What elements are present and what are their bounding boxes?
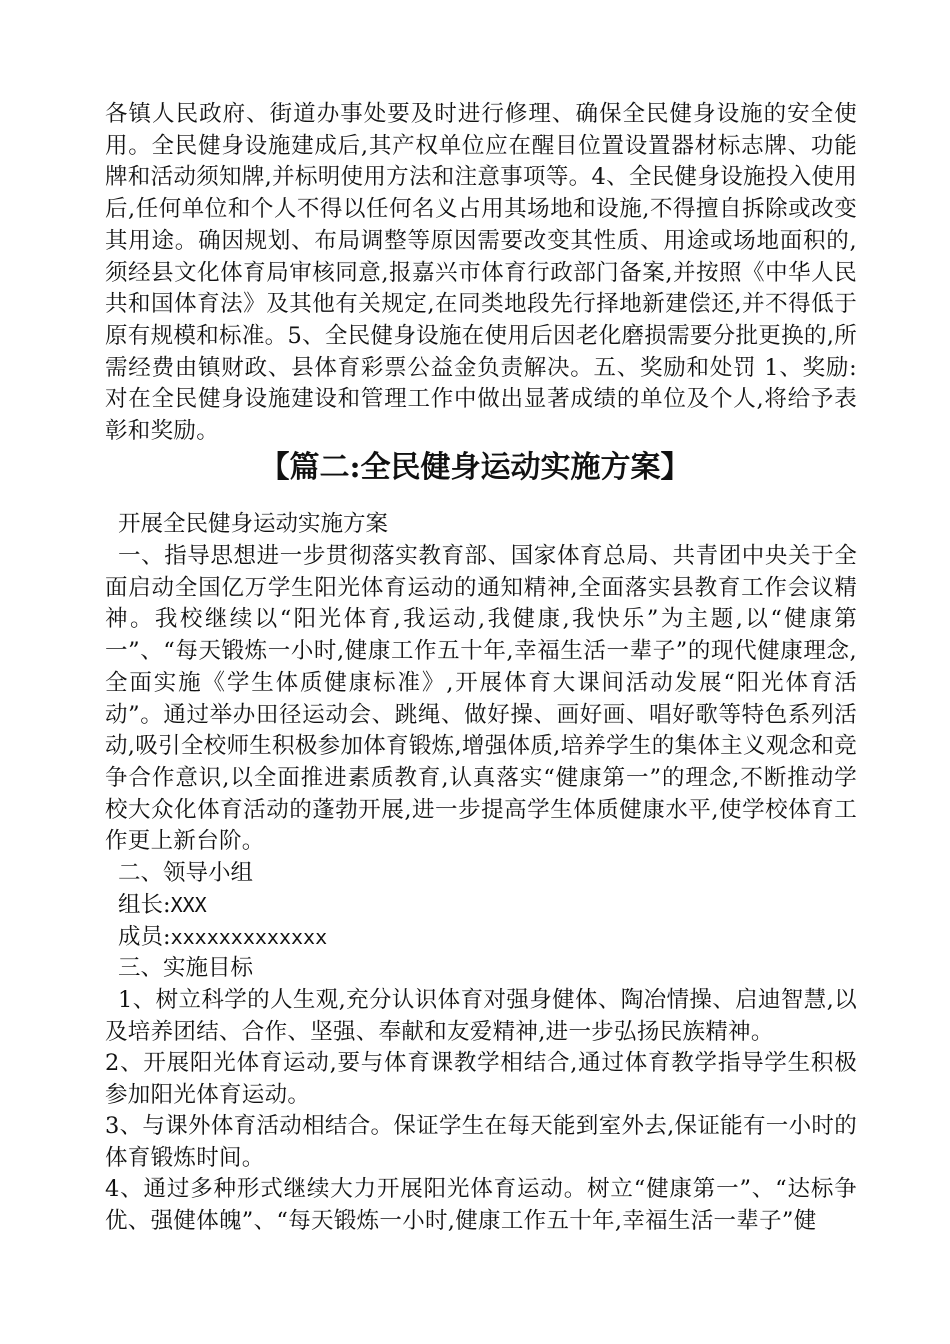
members-value: xxxxxxxxxxxxx [170, 925, 328, 949]
section1-body: 各镇人民政府、街道办事处要及时进行修理、确保全民健身设施的安全使用。全民健身设施建成后,其产权单位应在醒目位置设置器材标志牌、功能牌和活动须知牌,并标明使用方法和注意事项等。4、全民健身设施投入使用后,任何单位和个人不得以任何名义占用其场地和设施,不得擅自拆除或改变其用途。确因规划、布局调整等原因需要改变其性质、用途或场地面积的,须经县文化体育局审核同意,报嘉兴市体育行政部门备案,并按照《中华人民共和国体育法》及其他有关规定,在同类地段先行择地新建偿还,并不得低于原有规模和标准。5、全民健身设施在使用后因老化磨损需要分批更换的,所需经费由镇财政、县体育彩票公益金负责解决。五、奖励和处罚 1、奖励:对在全民健身设施建设和管理工作中做出显著成绩的单位及个人,将给予表彰和奖励。 [105, 101, 857, 445]
plan-subtitle: 开展全民健身运动实施方案 [118, 511, 389, 537]
goal-item-1: 1、树立科学的人生观,充分认识体育对强身健体、陶冶情操、启迪智慧,以及培养团结、合作、坚强、奉献和友爱精神,进一步弘扬民族精神。 [105, 987, 857, 1045]
section2-heading: 【篇二:全民健身运动实施方案】 [259, 450, 691, 485]
goals-title: 三、实施目标 [118, 955, 254, 981]
goal-item-3: 3、与课外体育活动相结合。保证学生在每天能到室外去,保证能有一小时的体育锻炼时间。 [105, 1113, 857, 1171]
leader-label: 组长: [118, 892, 171, 918]
members-label: 成员: [118, 924, 171, 950]
leader-row [118, 890, 207, 922]
goal-item-4: 4、通过多种形式继续大力开展阳光体育运动。树立“健康第一”、“达标争优、强健体魄”、“每天锻炼一小时,健康工作五十年,幸福生活一辈子”健 [105, 1176, 857, 1234]
members-row [118, 922, 327, 954]
leadership-title: 二、领导小组 [118, 860, 254, 886]
guiding-ideology: 一、指导思想进一步贯彻落实教育部、国家体育总局、共青团中央关于全面启动全国亿万学生阳光体育运动的通知精神,全面落实县教育工作会议精神。我校继续以“阳光体育,我运动,我健康,我快乐”为主题,以“健康第一”、“每天锻炼一小时,健康工作五十年,幸福生活一辈子”的现代健康理念,全面实施《学生体质健康标准》,开展体育大课间活动发展“阳光体育活动”。通过举办田径运动会、跳绳、做好操、画好画、唱好歌等特色系列活动,吸引全校师生积极参加体育锻炼,增强体质,培养学生的集体主义观念和竞争合作意识,以全面推进素质教育,认真落实“健康第一”的理念,不断推动学校大众化体育活动的蓬勃开展,进一步提高学生体质健康水平,使学校体育工作更上新台阶。 [105, 543, 857, 855]
leader-value: XXX [170, 893, 207, 917]
goal-item-2: 2、开展阳光体育运动,要与体育课教学相结合,通过体育教学指导学生积极参加阳光体育运动。 [105, 1050, 857, 1108]
